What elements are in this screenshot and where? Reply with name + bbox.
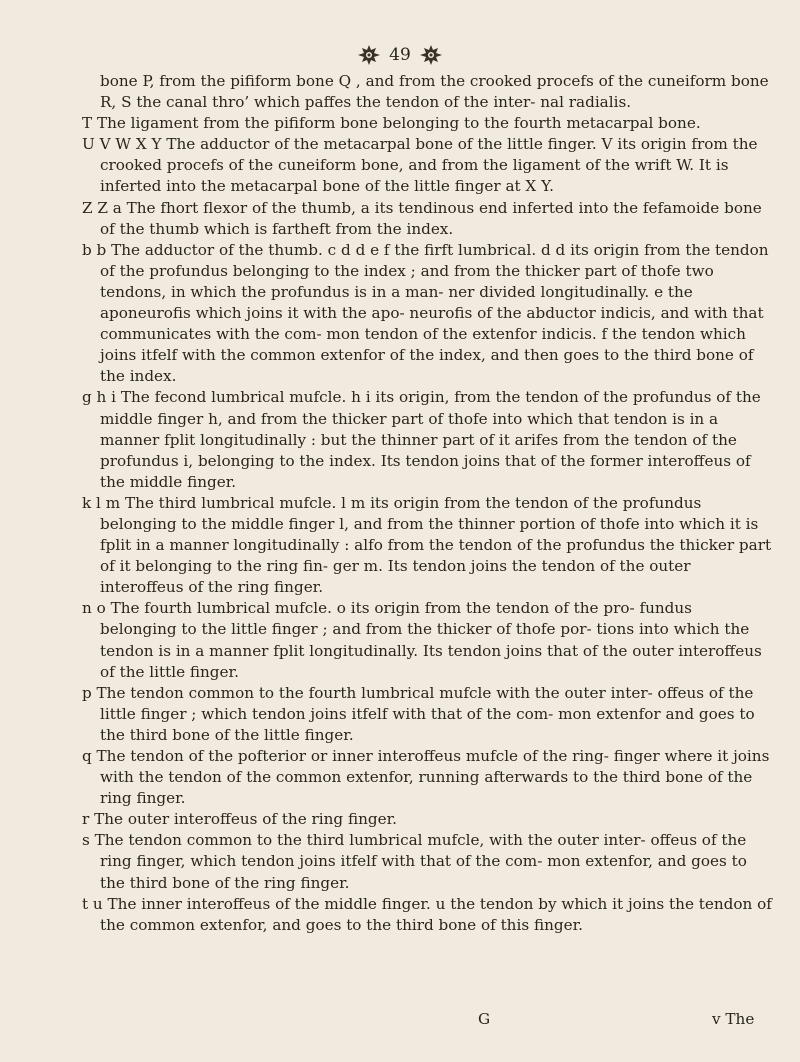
entry-klm: k l m The third lumbrical mufcle. l m its origin from the tendon of the profundus belonging to the middle finger l, and from the thinner portion of thofe into which it is fplit in a manner longitudinally : alfo from the tendon of the profundus the thicker part of it belonging to the ring fin- ger m. Its tendon joins the tendon of the outer interoffeus of the ring finger. (82, 493, 772, 597)
body-text (82, 71, 772, 936)
page-footer (0, 1010, 800, 1032)
entry-r: r The outer interoffeus of the ring finger. (82, 810, 398, 829)
entry-zza: Z Z a The fhort flexor of the thumb, a its tendinous end inferted into the fefamoide bone of the thumb which is fartheft from the index. (82, 198, 762, 238)
entry-t: T The ligament from the pifiform bone belonging to the fourth metacarpal bone. (82, 114, 701, 133)
paragraph-continuation: bone P, from the pifiform bone Q , and from the crooked procefs of the cuneiform bone R, S the canal thro’ which paffes the tendon of the inter- nal radialis. (100, 72, 769, 112)
catchword: v The (712, 1010, 755, 1028)
entry-p: p The tendon common to the fourth lumbrical mufcle with the outer inter- offeus of the little finger ; which tendon joins itfelf with that of the com- mon extenfor and goes to the third bone of the little finger. (82, 683, 755, 744)
entry-bb: b b The adductor of the thumb. c d d e f the firft lumbrical. d d its origin from the tendon of the profundus belonging to the index ; and from the thicker part of thofe two tendons, in which the profundus is in a man- ner divided longitudinally. e the aponeurofis which joins it with the apo- neurofis of the abductor indicis, and with that communicates with the com- mon tendon of the extenfor indicis. f the tendon which joins itfelf with the common extenfor of the index, and then goes to the third bone of the index. (82, 240, 769, 386)
entry-tu: t u The inner interoffeus of the middle finger. u the tendon by which it joins the tendon of the common extenfor, and goes to the third bone of this finger. (82, 894, 772, 934)
entry-uvwxy: U V W X Y The adductor of the metacarpal bone of the little finger. V its origin from the crooked procefs of the cuneiform bone, and from the ligament of the wrift W. It is inferted into the metacarpal bone of the little finger at X Y. (82, 135, 758, 196)
page-header (0, 44, 800, 66)
page-number: 49 (389, 45, 411, 65)
entry-no: n o The fourth lumbrical mufcle. o its origin from the tendon of the pro- fundus belonging to the little finger ; and from the thicker of thofe por- tions into which the tendon is in a manner fplit longitudinally. Its tendon joins that of the outer interoffeus of the little finger. (82, 599, 762, 681)
signature-mark: G (478, 1010, 491, 1028)
ornament-right-icon (419, 44, 443, 66)
ornament-left-icon (357, 44, 381, 66)
entry-q: q The tendon of the pofterior or inner interoffeus mufcle of the ring- finger where it joins with the tendon of the common extenfor, running afterwards to the third bone of the ring finger. (82, 747, 770, 808)
entry-s: s The tendon common to the third lumbrical mufcle, with the outer inter- offeus of the ring finger, which tendon joins itfelf with that of the com- mon extenfor, and goes to the third bone of the ring finger. (82, 831, 747, 892)
entry-ghi: g h i The fecond lumbrical mufcle. h i its origin, from the tendon of the profundus of the middle finger h, and from the thicker part of thofe into which that tendon is in a manner fplit longitudinally : but the thinner part of it arifes from the tendon of the profundus i, belonging to the index. Its tendon joins that of the former interoffeus of the middle finger. (82, 388, 761, 491)
